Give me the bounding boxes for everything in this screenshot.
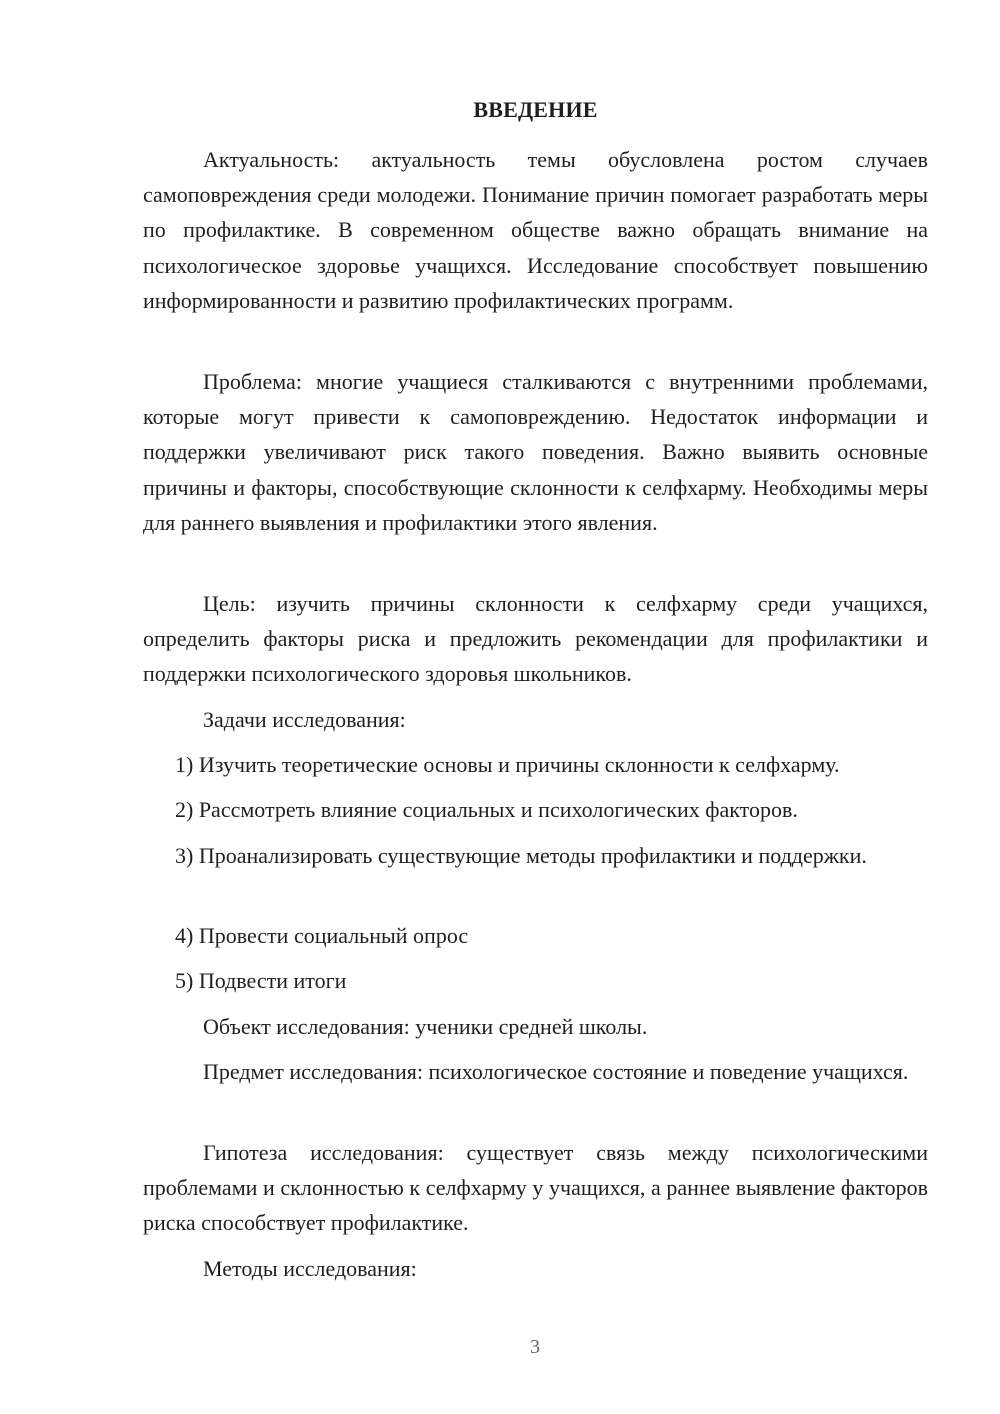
task-item-3: 3) Проанализировать существующие методы профилактики и поддержки. — [175, 843, 867, 868]
paragraph-relevance: Актуальность: актуальность темы обусловлена ростом случаев самоповреждения среди молодежи. Понимание причин помогает разработать меры по профилактике. В современном обществе важно обращать внимание на психологическое здоровье учащихся. Исследование способствует повышению информированности и развитию профилактических программ. — [143, 147, 928, 313]
paragraph-methods-heading: Методы исследования: — [203, 1256, 417, 1281]
page-number: 3 — [530, 1336, 540, 1358]
paragraph-goal: Цель: изучить причины склонности к селфхарму среди учащихся, определить факторы риска и предложить рекомендации для профилактики и поддержки психологического здоровья школьников. — [143, 591, 928, 687]
task-item-4: 4) Провести социальный опрос — [175, 923, 469, 948]
section-title: ВВЕДЕНИЕ — [473, 97, 598, 122]
paragraph-subject: Предмет исследования: психологическое состояние и поведение учащихся. — [203, 1059, 909, 1084]
paragraph-hypothesis: Гипотеза исследования: существует связь между психологическими проблемами и склонностью к селфхарму у учащихся, а раннее выявление факторов риска способствует профилактике. — [143, 1140, 928, 1236]
paragraph-object: Объект исследования: ученики средней школы. — [203, 1014, 648, 1039]
paragraph-tasks-heading: Задачи исследования: — [203, 707, 406, 732]
paragraph-problem: Проблема: многие учащиеся сталкиваются с внутренними проблемами, которые могут привести к самоповреждению. Недостаток информации и поддержки увеличивают риск такого поведения. Важно выявить основные причины и факторы, способствующие склонности к селфхарму. Необходимы меры для раннего выявления и профилактики этого явления. — [143, 369, 928, 535]
task-item-5: 5) Подвести итоги — [175, 968, 347, 993]
task-item-2: 2) Рассмотреть влияние социальных и психологических факторов. — [175, 797, 798, 822]
task-item-1: 1) Изучить теоретические основы и причины склонности к селфхарму. — [175, 752, 840, 777]
